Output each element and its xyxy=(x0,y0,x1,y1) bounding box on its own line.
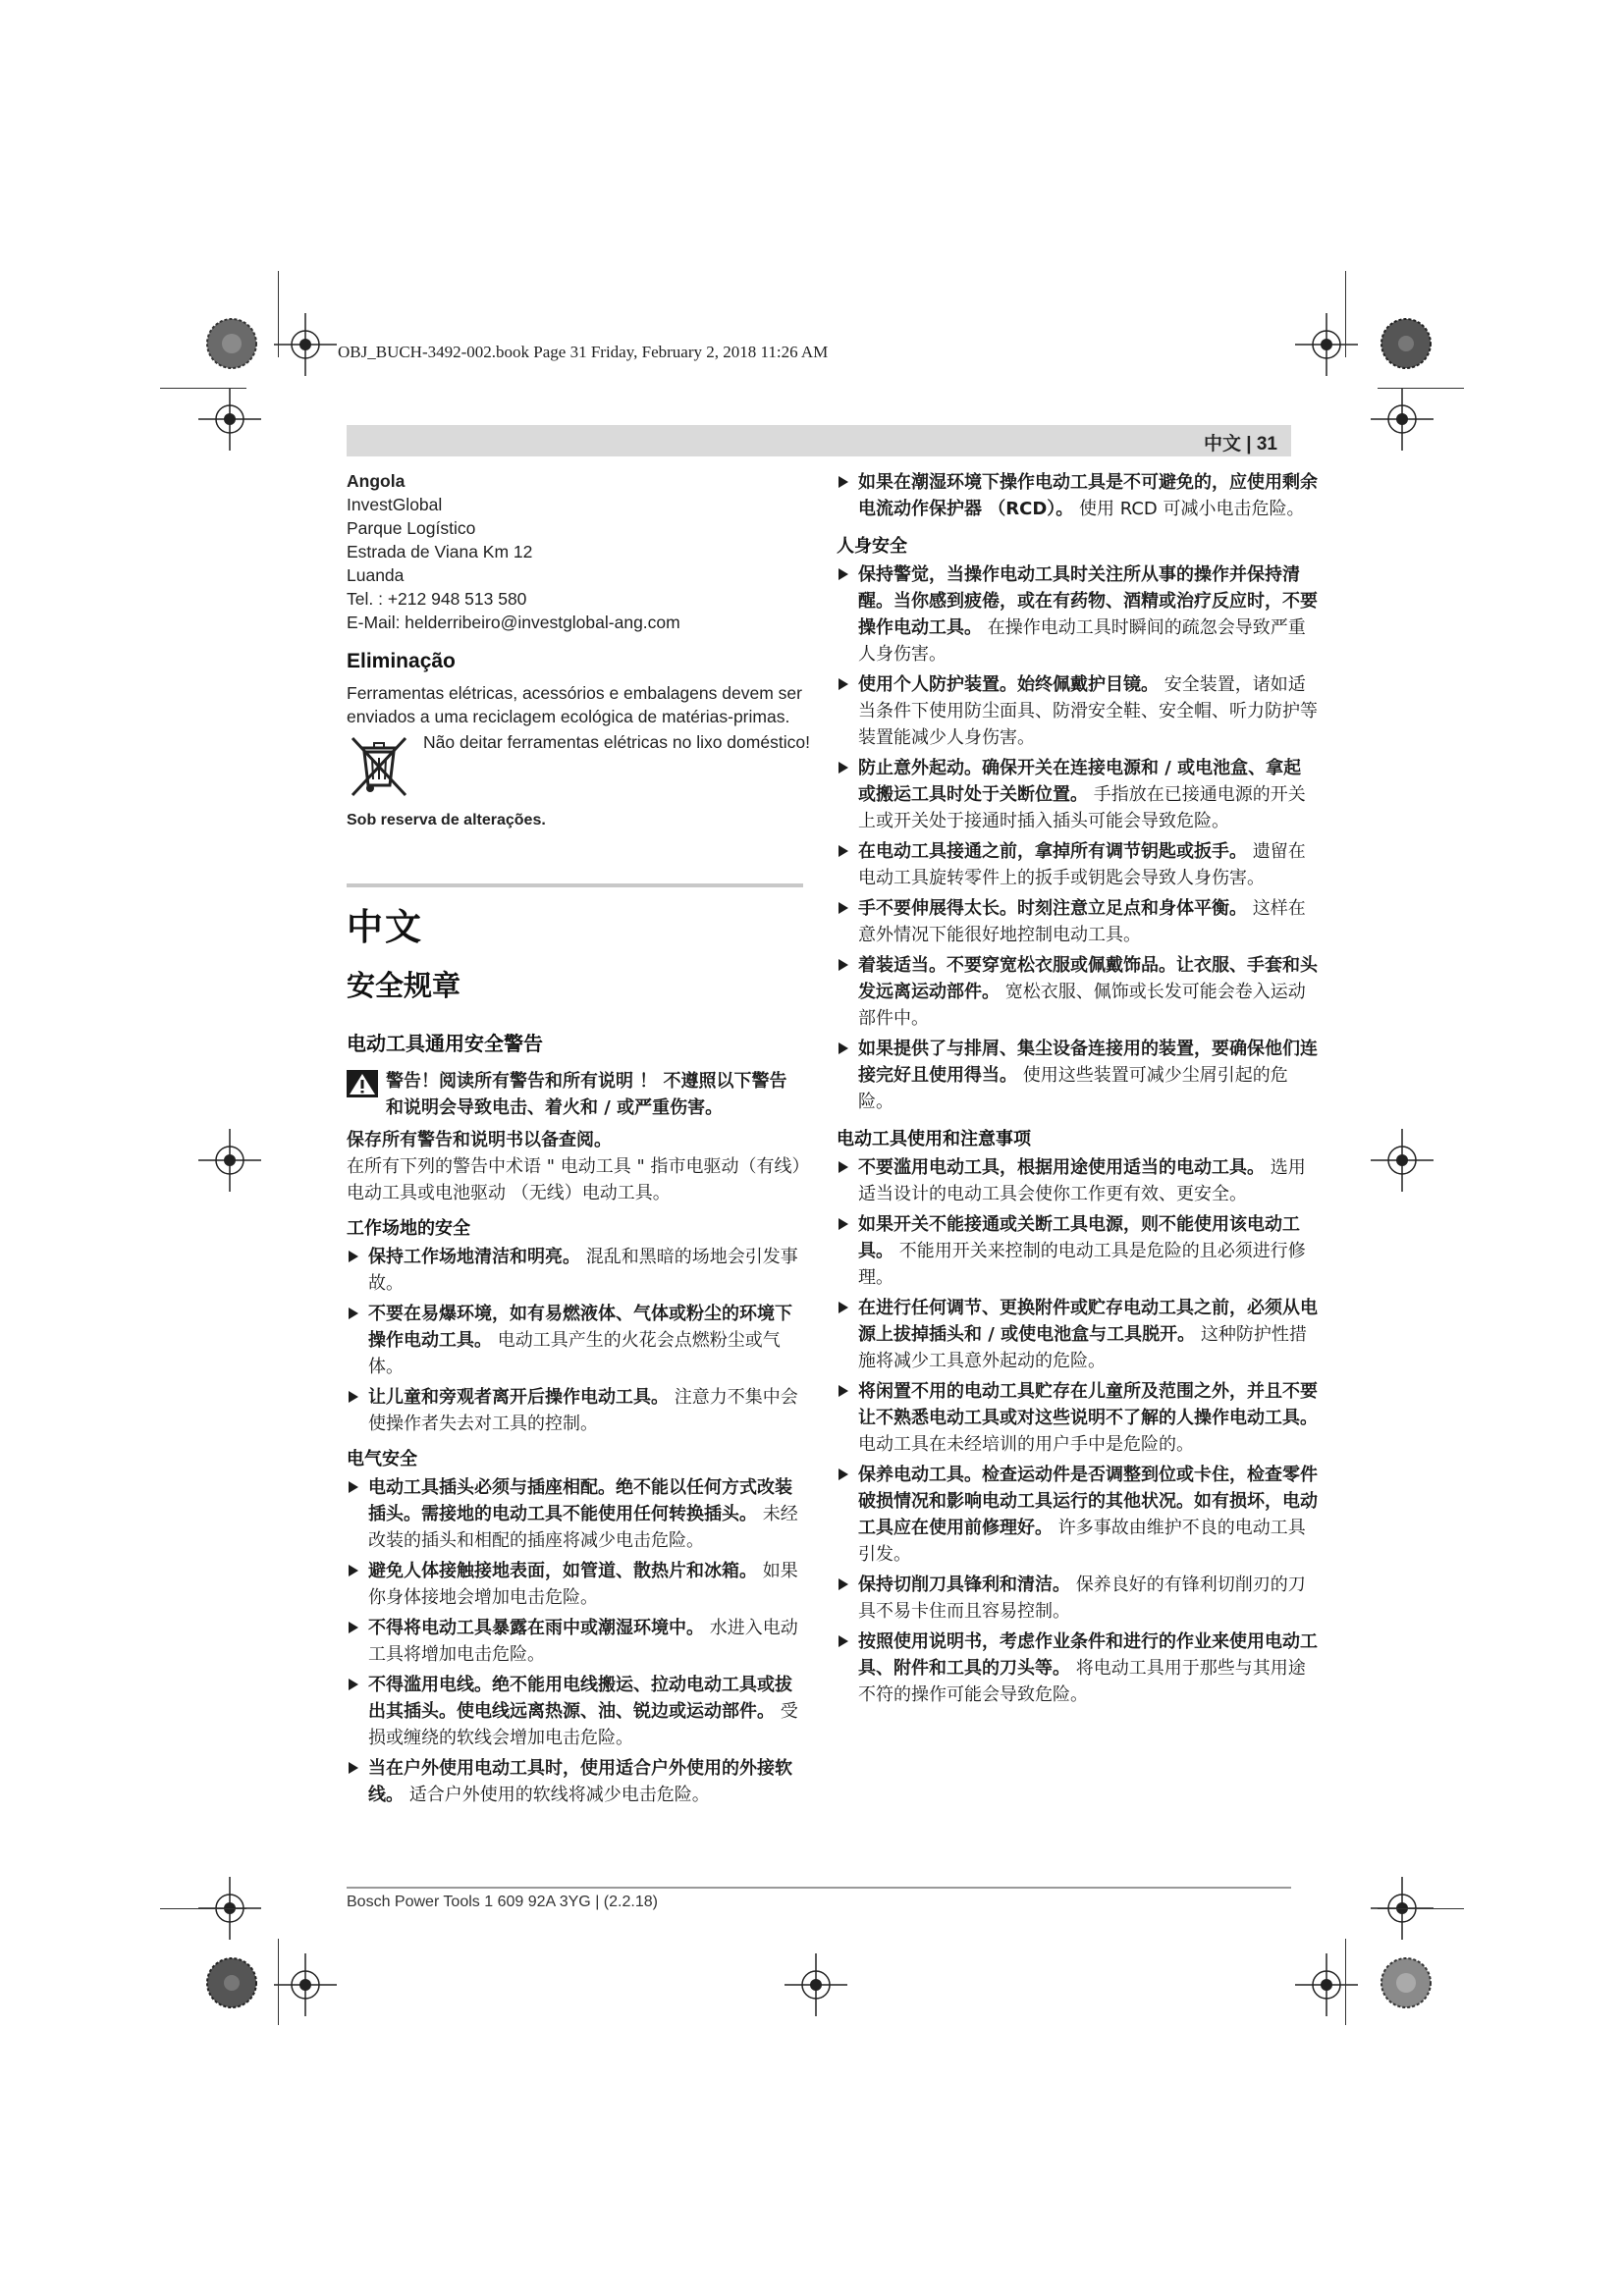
left-column xyxy=(347,469,810,1808)
color-wheel-icon xyxy=(1379,316,1434,371)
bullet-arrow-icon xyxy=(349,1565,358,1576)
crossed-bin-icon xyxy=(347,734,411,799)
bullet-arrow-icon xyxy=(839,1302,848,1313)
list-item: 使用个人防护装置。始终佩戴护目镜。 安全装置，诸如适当条件下使用防尘面具、防滑安全鞋、安全帽、听力防护等装置能减少人身伤害。 xyxy=(837,671,1318,751)
warning-label: 警告！ xyxy=(386,1071,439,1092)
address-block xyxy=(347,469,803,634)
address-line: InvestGlobal xyxy=(347,495,443,514)
bullet-arrow-icon xyxy=(839,1042,848,1054)
bullet-arrow-icon xyxy=(839,678,848,690)
crop-mark xyxy=(1345,271,1346,357)
bullet-arrow-icon xyxy=(349,1762,358,1774)
bullet-arrow-icon xyxy=(839,762,848,774)
registration-mark-icon xyxy=(274,313,337,376)
bullet-arrow-icon xyxy=(839,845,848,857)
file-header: OBJ_BUCH-3492-002.book Page 31 Friday, February 2, 2018 11:26 AM xyxy=(338,343,829,361)
registration-mark-icon xyxy=(274,1953,337,2016)
list-item: 在进行任何调节、更换附件或贮存电动工具之前，必须从电源上拔掉插头和 / 或使电池盒与工具脱开。 这种防护性措施将减少工具意外起动的危险。 xyxy=(837,1295,1318,1374)
electrical-safety-title: 电气安全 xyxy=(347,1449,417,1469)
warning-triangle-icon xyxy=(347,1070,378,1097)
list-item: 如果提供了与排屑、集尘设备连接用的装置，要确保他们连接完好且使用得当。 使用这些装置可减少尘屑引起的危险。 xyxy=(837,1036,1318,1115)
bullet-arrow-icon xyxy=(839,1578,848,1590)
tool-use-title: 电动工具使用和注意事项 xyxy=(837,1129,1031,1149)
list-item: 手不要伸展得太长。时刻注意立足点和身体平衡。 这样在意外情况下能很好地控制电动工具。 xyxy=(837,895,1318,948)
address-line: Luanda xyxy=(347,565,405,585)
crop-mark xyxy=(160,388,246,389)
bullet-arrow-icon xyxy=(349,1481,358,1493)
list-item: 当在户外使用电动工具时，使用适合户外使用的外接软线。 适合户外使用的软线将减少电击危险。 xyxy=(347,1755,803,1808)
safety-rules-title: 安全规章 xyxy=(347,969,461,1002)
registration-mark-icon xyxy=(1371,1129,1434,1192)
registration-mark-icon xyxy=(198,388,261,451)
page-footer: Bosch Power Tools 1 609 92A 3YG | (2.2.18) xyxy=(347,1894,658,1910)
bin-note: Não deitar ferramentas elétricas no lixo doméstico! xyxy=(423,732,810,752)
running-header-bar xyxy=(347,425,1291,456)
elim-text: Ferramentas elétricas, acessórios e embalagens devem ser enviados a uma reciclagem ecológica de matérias-primas. xyxy=(347,683,802,726)
work-area-title: 工作场地的安全 xyxy=(347,1218,470,1239)
bullet-arrow-icon xyxy=(839,902,848,914)
bullet-arrow-icon xyxy=(349,1251,358,1262)
personal-safety-title: 人身安全 xyxy=(837,536,907,557)
list-item: 防止意外起动。确保开关在连接电源和 / 或电池盒、拿起或搬运工具时处于关断位置。 手指放在已接通电源的开关上或开关处于接通时插入插头可能会导致危险。 xyxy=(837,755,1318,834)
registration-mark-icon xyxy=(785,1953,847,2016)
registration-mark-icon xyxy=(1371,388,1434,451)
bullet-arrow-icon xyxy=(349,1679,358,1690)
reserve-note: Sob reserva de alterações. xyxy=(347,812,546,828)
crop-mark xyxy=(278,1939,279,2025)
general-warnings-title: 电动工具通用安全警告 xyxy=(347,1032,543,1055)
list-item: 在电动工具接通之前，拿掉所有调节钥匙或扳手。 遗留在电动工具旋转零件上的扳手或钥匙会导致人身伤害。 xyxy=(837,838,1318,891)
address-line: Estrada de Viana Km 12 xyxy=(347,542,533,561)
registration-mark-icon xyxy=(1295,1953,1358,2016)
address-country: Angola xyxy=(347,471,406,491)
bullet-arrow-icon xyxy=(839,1218,848,1230)
address-phone: Tel. : +212 948 513 580 xyxy=(347,589,527,609)
crop-mark xyxy=(278,271,279,357)
bullet-arrow-icon xyxy=(839,1635,848,1647)
bullet-arrow-icon xyxy=(839,568,848,580)
bullet-arrow-icon xyxy=(839,1468,848,1480)
running-header: 中文 | 31 xyxy=(1203,434,1277,454)
list-item: 避免人体接触接地表面，如管道、散热片和冰箱。 如果你身体接地会增加电击危险。 xyxy=(347,1558,803,1611)
crop-mark xyxy=(1378,1908,1464,1909)
list-item: 如果开关不能接通或关断工具电源，则不能使用该电动工具。 不能用开关来控制的电动工具是危险的且必须进行修理。 xyxy=(837,1211,1318,1291)
list-item: 保持切削刀具锋利和清洁。 保养良好的有锋利切削刃的刀具不易卡住而且容易控制。 xyxy=(837,1572,1318,1625)
bullet-arrow-icon xyxy=(839,476,848,488)
bullet-arrow-icon xyxy=(349,1622,358,1633)
right-column xyxy=(837,469,1318,1708)
list-item: 按照使用说明书，考虑作业条件和进行的作业来使用电动工具、附件和工具的刀头等。 将电动工具用于那些与其用途不符的操作可能会导致危险。 xyxy=(837,1629,1318,1708)
bullet-arrow-icon xyxy=(839,959,848,971)
warning-text: 阅读所有警告和所有说明 ！ 不遵照以下警告和说明会导致电击、着火和 / 或严重伤害。 xyxy=(386,1071,787,1118)
list-item: 保持工作场地清洁和明亮。 混乱和黑暗的场地会引发事故。 xyxy=(347,1244,803,1297)
list-item: 将闲置不用的电动工具贮存在儿童所及范围之外，并且不要让不熟悉电动工具或对这些说明不了解的人操作电动工具。 电动工具在未经培训的用户手中是危险的。 xyxy=(837,1378,1318,1458)
list-item: 不要在易爆环境，如有易燃液体、气体或粉尘的环境下操作电动工具。 电动工具产生的火花会点燃粉尘或气体。 xyxy=(347,1301,803,1380)
color-wheel-icon xyxy=(204,316,259,371)
registration-mark-icon xyxy=(1295,313,1358,376)
crop-mark xyxy=(1345,1939,1346,2025)
crop-mark xyxy=(160,1908,246,1909)
list-item: 电动工具插头必须与插座相配。绝不能以任何方式改装插头。需接地的电动工具不能使用任何转换插头。 未经改装的插头和相配的插座将减少电击危险。 xyxy=(347,1474,803,1554)
list-item: 不得将电动工具暴露在雨中或潮湿环境中。 水进入电动工具将增加电击危险。 xyxy=(347,1615,803,1668)
keep-notice: 保存所有警告和说明书以备查阅。 xyxy=(347,1130,612,1150)
warning-block xyxy=(347,1068,803,1121)
list-item: 让儿童和旁观者离开后操作电动工具。 注意力不集中会使操作者失去对工具的控制。 xyxy=(347,1384,803,1437)
footer-rule xyxy=(347,1887,1291,1889)
registration-mark-icon xyxy=(198,1129,261,1192)
address-email: E-Mail: helderribeiro@investglobal-ang.com xyxy=(347,613,680,632)
list-item: 保养电动工具。检查运动件是否调整到位或卡住，检查零件破损情况和影响电动工具运行的其他状况。如有损坏，电动工具应在使用前修理好。 许多事故由维护不良的电动工具引发。 xyxy=(837,1462,1318,1568)
list-item: 保持警觉，当操作电动工具时关注所从事的操作并保持清醒。当你感到疲倦，或在有药物、酒精或治疗反应时，不要操作电动工具。 在操作电动工具时瞬间的疏忽会导致严重人身伤害。 xyxy=(837,561,1318,667)
crop-mark xyxy=(1378,388,1464,389)
list-item: 着装适当。不要穿宽松衣服或佩戴饰品。让衣服、手套和头发远离运动部件。 宽松衣服、佩饰或长发可能会卷入运动部件中。 xyxy=(837,952,1318,1032)
list-item: 不得滥用电线。绝不能用电线搬运、拉动电动工具或拔出其插头。使电线远离热源、油、锐边或运动部件。 受损或缠绕的软线会增加电击危险。 xyxy=(347,1672,803,1751)
color-wheel-icon xyxy=(1379,1955,1434,2010)
list-item: 如果在潮湿环境下操作电动工具是不可避免的，应使用剩余电流动作保护器 （RCD）。 使用 RCD 可减小电击危险。 xyxy=(837,469,1318,522)
bullet-arrow-icon xyxy=(349,1391,358,1403)
language-title: 中文 xyxy=(347,906,423,948)
bullet-arrow-icon xyxy=(839,1385,848,1397)
list-item: 不要滥用电动工具，根据用途使用适当的电动工具。 选用适当设计的电动工具会使你工作更有效、更安全。 xyxy=(837,1154,1318,1207)
bullet-arrow-icon xyxy=(349,1308,358,1319)
elim-title: Eliminação xyxy=(347,650,456,672)
bullet-arrow-icon xyxy=(839,1161,848,1173)
term-definition: 在所有下列的警告中术语 " 电动工具 " 指市电驱动（有线）电动工具或电池驱动 （无线）电动工具。 xyxy=(347,1156,801,1203)
address-line: Parque Logístico xyxy=(347,518,476,538)
color-wheel-icon xyxy=(204,1955,259,2010)
